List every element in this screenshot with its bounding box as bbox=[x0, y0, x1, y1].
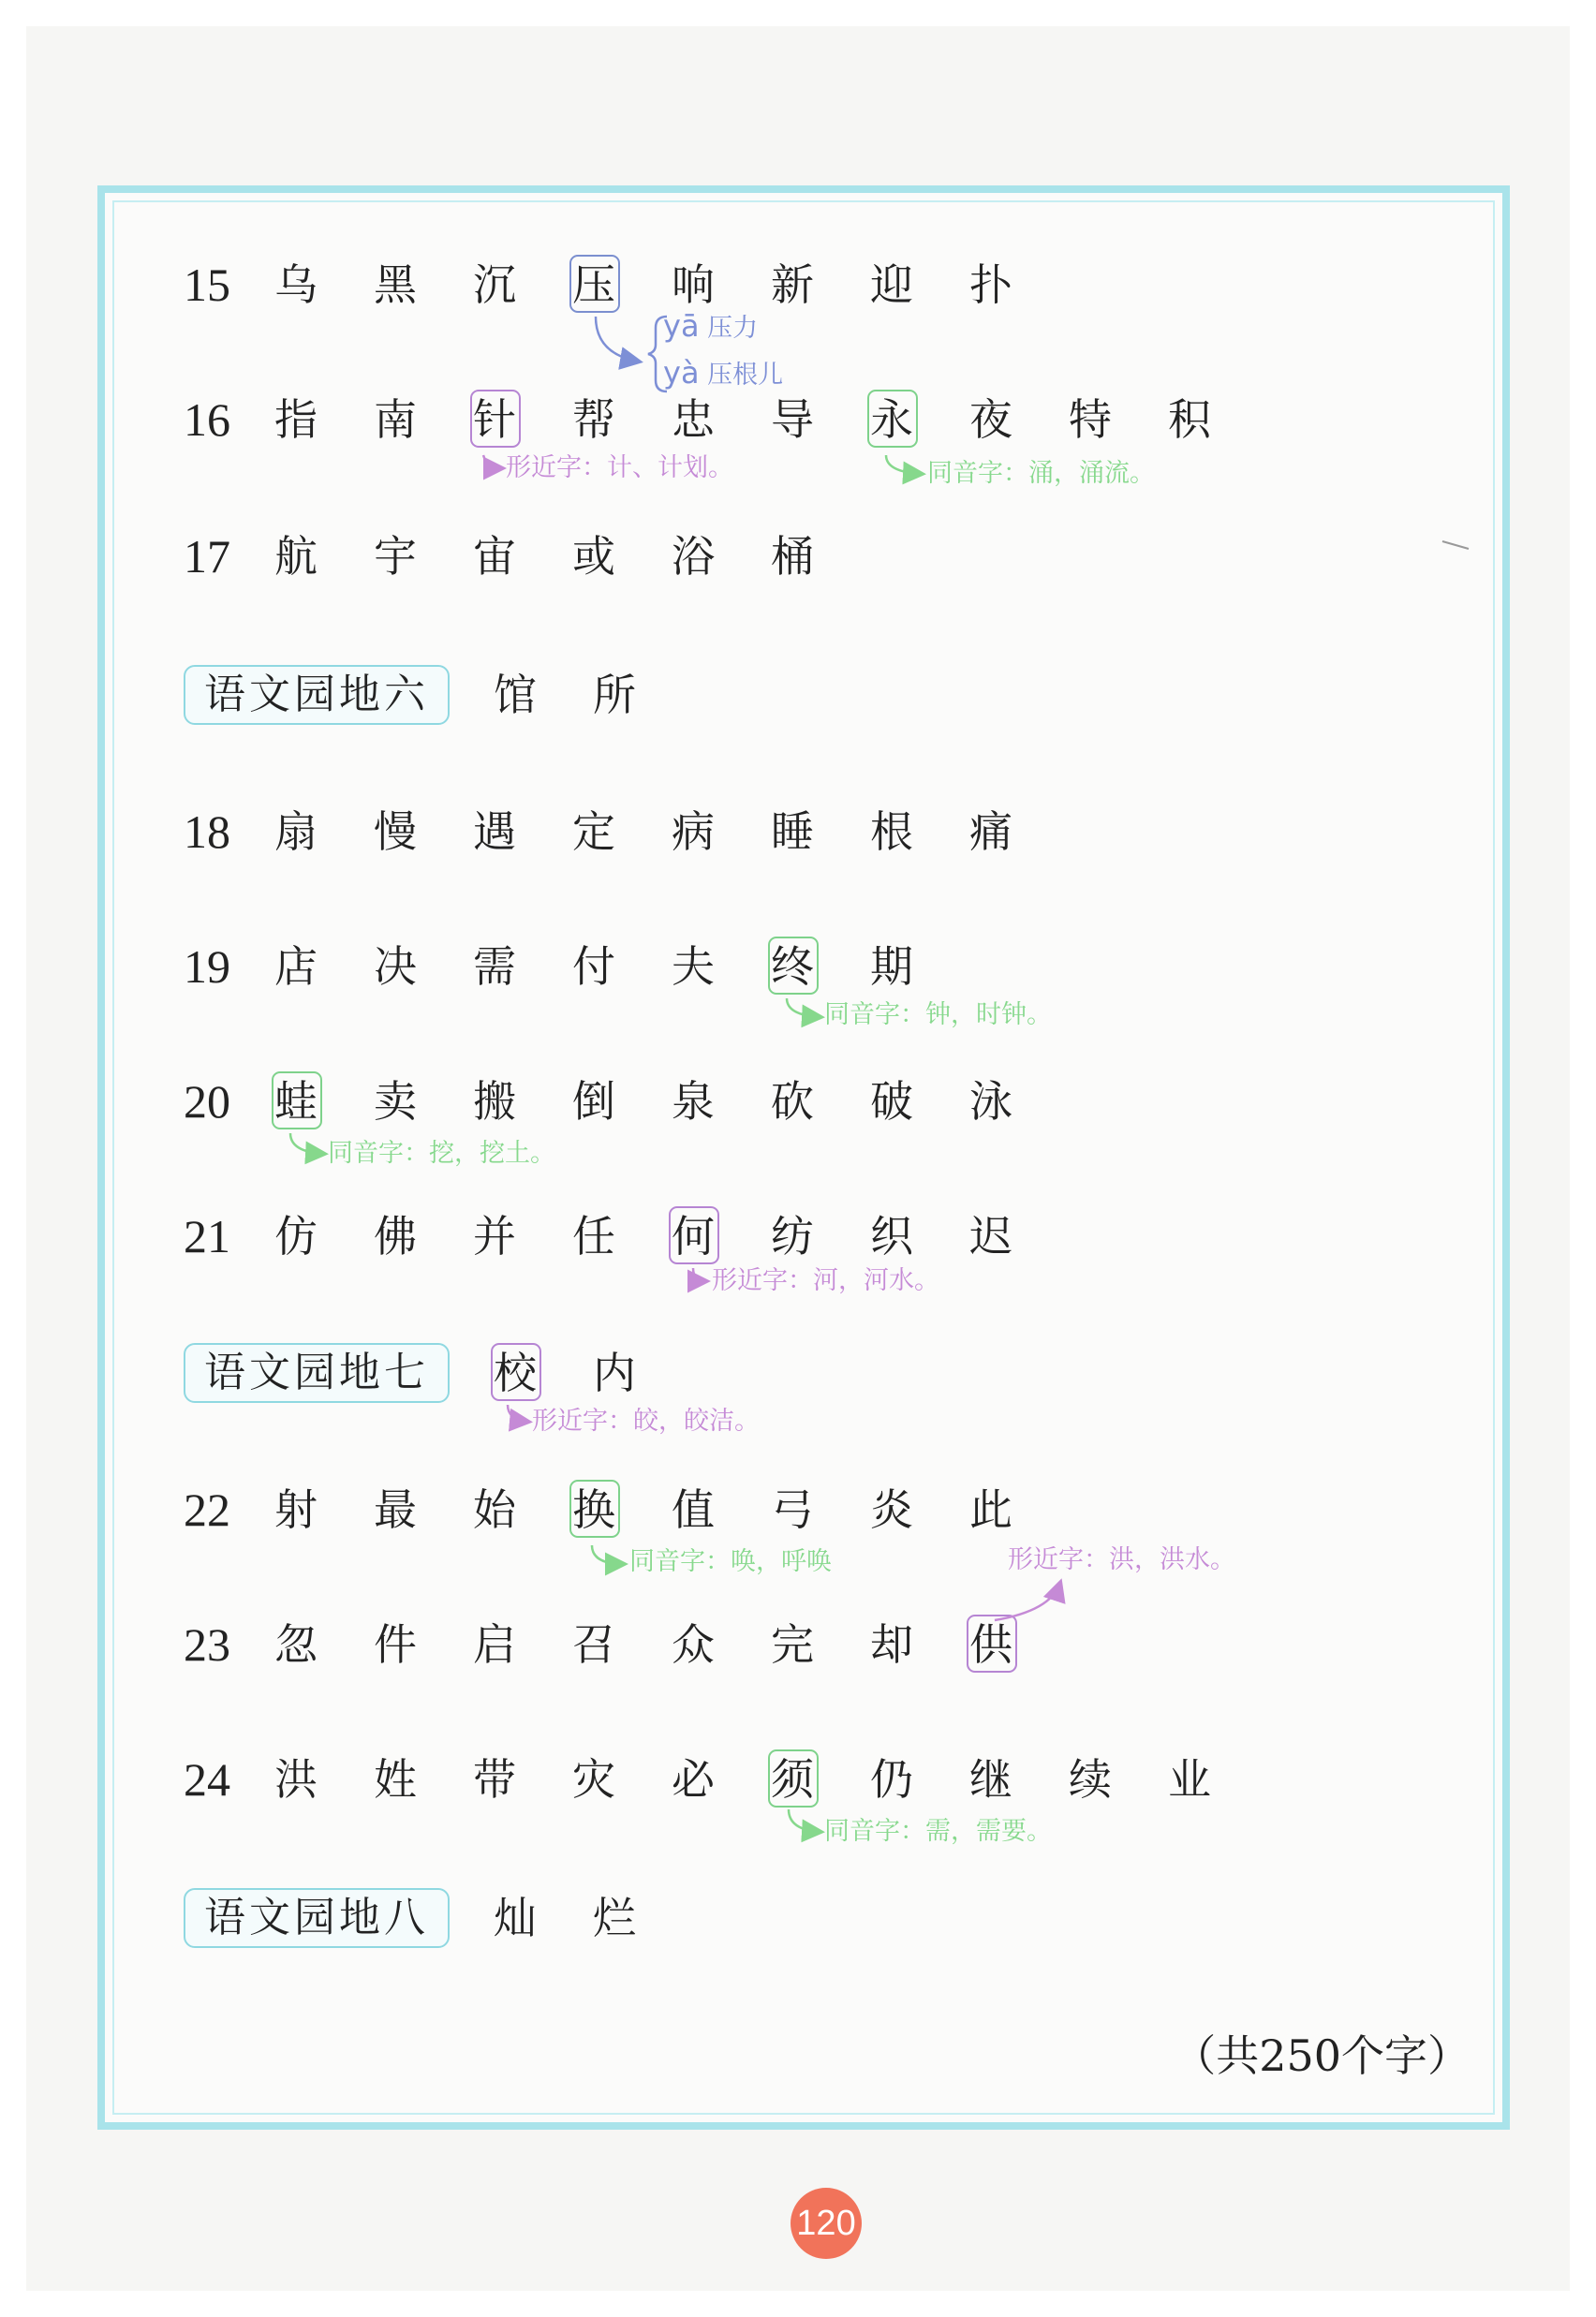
char: 忽 bbox=[274, 1619, 318, 1670]
char: 织 bbox=[870, 1211, 913, 1262]
char-highlighted: 终 bbox=[771, 941, 814, 992]
char: 卖 bbox=[374, 1076, 417, 1127]
lesson-number: 24 bbox=[184, 1753, 230, 1806]
char: 众 bbox=[672, 1619, 715, 1670]
lesson-number: 18 bbox=[184, 805, 230, 858]
char: 桶 bbox=[771, 531, 814, 582]
char: 件 bbox=[374, 1619, 417, 1670]
homophone-note: 同音字：需，需要。 bbox=[824, 1817, 1052, 1846]
char: 始 bbox=[473, 1484, 516, 1535]
char: 夫 bbox=[672, 941, 715, 992]
brace-icon bbox=[648, 317, 667, 391]
char: 纺 bbox=[771, 1211, 814, 1262]
char: 此 bbox=[969, 1484, 1012, 1535]
char: 射 bbox=[274, 1484, 318, 1535]
char: 召 bbox=[572, 1619, 615, 1670]
char: 指 bbox=[274, 394, 318, 445]
char: 馆 bbox=[494, 670, 537, 720]
char: 佛 bbox=[374, 1211, 417, 1262]
char: 内 bbox=[593, 1348, 636, 1398]
char: 或 bbox=[572, 531, 615, 582]
section-label: 语文园地七 bbox=[184, 1343, 450, 1403]
char: 灿 bbox=[494, 1893, 537, 1943]
lesson-number: 22 bbox=[184, 1483, 230, 1536]
char-highlighted: 何 bbox=[672, 1211, 715, 1262]
char: 慢 bbox=[374, 806, 417, 857]
char: 启 bbox=[473, 1619, 516, 1670]
char: 仿 bbox=[274, 1211, 318, 1262]
char: 沉 bbox=[473, 259, 516, 310]
char: 灾 bbox=[572, 1754, 615, 1805]
similar-char-note: 形近字：皎，皎洁。 bbox=[532, 1407, 760, 1436]
char: 并 bbox=[473, 1211, 516, 1262]
section-label: 语文园地六 bbox=[184, 665, 450, 725]
char: 带 bbox=[473, 1754, 516, 1805]
char: 完 bbox=[771, 1619, 814, 1670]
char: 续 bbox=[1069, 1754, 1112, 1805]
polyphone-note-ya1: yā 压力 bbox=[663, 308, 759, 344]
similar-char-note: 形近字：洪，洪水。 bbox=[1008, 1545, 1235, 1574]
char: 痛 bbox=[969, 806, 1012, 857]
char: 睡 bbox=[771, 806, 814, 857]
char: 积 bbox=[1168, 394, 1211, 445]
char: 必 bbox=[672, 1754, 715, 1805]
char: 却 bbox=[870, 1619, 913, 1670]
char: 迟 bbox=[969, 1211, 1012, 1262]
page-number: 120 bbox=[791, 2188, 862, 2259]
homophone-note: 同音字：唤，呼唤 bbox=[629, 1547, 832, 1576]
char: 决 bbox=[374, 941, 417, 992]
char: 夜 bbox=[969, 394, 1012, 445]
char: 炎 bbox=[870, 1484, 913, 1535]
char: 定 bbox=[572, 806, 615, 857]
char: 姓 bbox=[374, 1754, 417, 1805]
char: 忠 bbox=[672, 394, 715, 445]
char: 破 bbox=[870, 1076, 913, 1127]
char: 期 bbox=[870, 941, 913, 992]
char-highlighted: 校 bbox=[494, 1348, 537, 1398]
char: 所 bbox=[593, 670, 636, 720]
char: 病 bbox=[672, 806, 715, 857]
char: 遇 bbox=[473, 806, 516, 857]
char: 付 bbox=[572, 941, 615, 992]
char: 迎 bbox=[870, 259, 913, 310]
similar-char-note: 形近字：河，河水。 bbox=[712, 1266, 939, 1295]
char: 泉 bbox=[672, 1076, 715, 1127]
char: 航 bbox=[274, 531, 318, 582]
char: 导 bbox=[771, 394, 814, 445]
char: 烂 bbox=[593, 1893, 636, 1943]
char: 搬 bbox=[473, 1076, 516, 1127]
char: 宙 bbox=[473, 531, 516, 582]
char: 继 bbox=[969, 1754, 1012, 1805]
char: 倒 bbox=[572, 1076, 615, 1127]
char: 最 bbox=[374, 1484, 417, 1535]
polyphone-note-ya4: yà 压根儿 bbox=[663, 355, 784, 391]
char: 需 bbox=[473, 941, 516, 992]
char: 新 bbox=[771, 259, 814, 310]
char: 店 bbox=[274, 941, 318, 992]
lesson-number: 17 bbox=[184, 530, 230, 583]
char: 仍 bbox=[870, 1754, 913, 1805]
char: 宇 bbox=[374, 531, 417, 582]
char: 特 bbox=[1069, 394, 1112, 445]
lesson-number: 15 bbox=[184, 258, 230, 311]
char-highlighted: 蛙 bbox=[274, 1076, 318, 1127]
char: 根 bbox=[870, 806, 913, 857]
char-highlighted: 针 bbox=[473, 394, 516, 445]
char-highlighted: 供 bbox=[969, 1619, 1012, 1670]
char: 南 bbox=[374, 394, 417, 445]
char: 砍 bbox=[771, 1076, 814, 1127]
char: 洪 bbox=[274, 1754, 318, 1805]
char: 响 bbox=[672, 259, 715, 310]
char-highlighted: 压 bbox=[572, 259, 615, 310]
char: 黑 bbox=[374, 259, 417, 310]
similar-char-note: 形近字：计、计划。 bbox=[506, 453, 733, 482]
lesson-number: 19 bbox=[184, 940, 230, 993]
lesson-number: 23 bbox=[184, 1618, 230, 1671]
char-highlighted: 须 bbox=[771, 1754, 814, 1805]
homophone-note: 同音字：挖，挖土。 bbox=[328, 1139, 555, 1168]
char: 乌 bbox=[274, 259, 318, 310]
char: 浴 bbox=[672, 531, 715, 582]
char-highlighted: 永 bbox=[870, 394, 913, 445]
lesson-number: 21 bbox=[184, 1210, 230, 1262]
total-count: （共250个字） bbox=[1173, 2030, 1470, 2081]
char: 业 bbox=[1168, 1754, 1211, 1805]
char: 泳 bbox=[969, 1076, 1012, 1127]
homophone-note: 同音字：涌，涌流。 bbox=[927, 459, 1155, 488]
lesson-number: 16 bbox=[184, 393, 230, 446]
homophone-note: 同音字：钟，时钟。 bbox=[824, 1000, 1052, 1029]
section-label: 语文园地八 bbox=[184, 1888, 450, 1948]
char: 值 bbox=[672, 1484, 715, 1535]
char: 弓 bbox=[771, 1484, 814, 1535]
char: 扑 bbox=[969, 259, 1012, 310]
lesson-number: 20 bbox=[184, 1075, 230, 1128]
char: 扇 bbox=[274, 806, 318, 857]
char-highlighted: 换 bbox=[572, 1484, 615, 1535]
char: 帮 bbox=[572, 394, 615, 445]
char: 任 bbox=[572, 1211, 615, 1262]
